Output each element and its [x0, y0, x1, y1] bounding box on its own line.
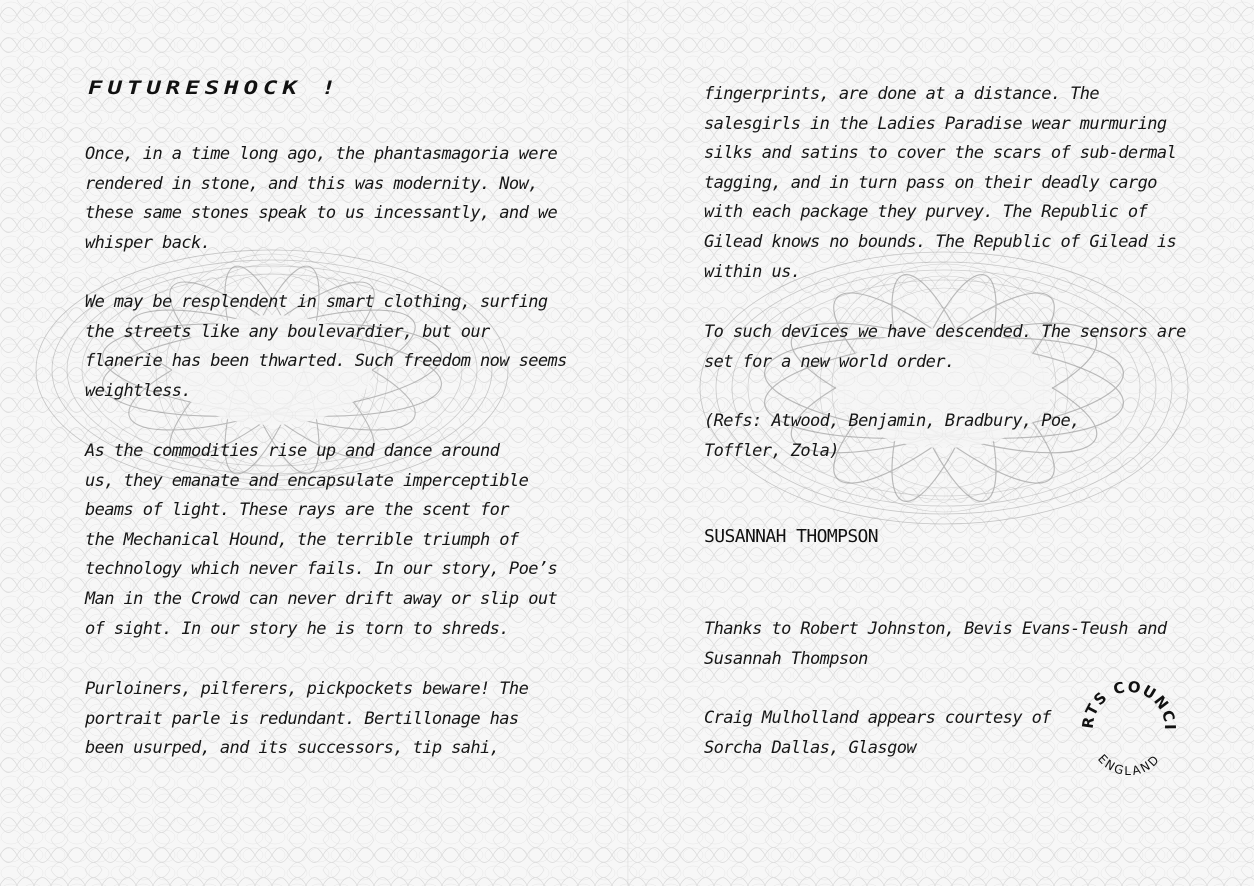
author-name: SUSANNAH THOMPSON	[704, 526, 879, 547]
text-line: the Mechanical Hound, the terrible triumph of	[85, 529, 519, 550]
text-line: Thanks to Robert Johnston, Bevis Evans-Teush and	[704, 619, 1167, 639]
page-title: FUTURESHOCK !	[88, 77, 341, 99]
text-line: beams of light. These rays are the scent for	[85, 500, 509, 521]
text-line: Toffler, Zola)	[704, 440, 839, 461]
text-line: Gilead knows no bounds. The Republic of Gilead is	[704, 231, 1177, 252]
text-line: the streets like any boulevardier, but our	[85, 321, 490, 342]
text-line: weightless.	[85, 380, 191, 401]
logo-bottom-text: ENGLAND	[1095, 751, 1163, 776]
text-line: been usurped, and its successors, tip sahi,	[85, 738, 500, 759]
text-line: silks and satins to cover the scars of sub-dermal	[704, 143, 1177, 164]
text-line: Purloiners, pilferers, pickpockets beware! The	[85, 679, 529, 699]
paragraph-4	[85, 675, 528, 764]
paragraph-2	[85, 288, 567, 406]
text-line: rendered in stone, and this was modernity. Now,	[85, 173, 538, 194]
text-line: tagging, and in turn pass on their deadly cargo	[704, 172, 1157, 193]
right-page	[628, 0, 1254, 886]
text-line: technology which never fails. In our story, Poe’s	[85, 559, 558, 580]
text-line: set for a new world order.	[704, 351, 955, 372]
text-line: whisper back.	[85, 232, 211, 253]
text-line: We may be resplendent in smart clothing, surfing	[85, 292, 548, 312]
text-line: salesgirls in the Ladies Paradise wear murmuring	[704, 113, 1167, 134]
text-line: Susannah Thompson	[704, 648, 868, 669]
text-line: As the commodities rise up and dance around	[85, 441, 500, 461]
paragraph-1	[85, 140, 557, 258]
text-line: us, they emanate and encapsulate imperceptible	[85, 470, 529, 491]
text-line: fingerprints, are done at a distance. The	[704, 84, 1100, 104]
references	[704, 407, 1080, 466]
text-line: with each package they purvey. The Republic of	[704, 202, 1148, 223]
text-line: Sorcha Dallas, Glasgow	[704, 737, 916, 758]
logo-top-text: RTS COUN	[1078, 677, 1174, 730]
text-line: (Refs: Atwood, Benjamin, Bradbury, Poe,	[704, 411, 1080, 431]
paragraph-3	[85, 437, 557, 644]
text-line: Man in the Crowd can never drift away or slip out	[85, 588, 558, 609]
text-line: Craig Mulholland appears courtesy of	[704, 708, 1051, 728]
text-line: of sight. In our story he is torn to shreds.	[85, 618, 509, 639]
text-line: within us.	[704, 261, 801, 282]
arts-council-logo	[1076, 666, 1176, 776]
paragraph-6	[704, 318, 1186, 377]
paragraph-5	[704, 80, 1176, 287]
text-line: portrait parle is redundant. Bertillonage has	[85, 708, 519, 729]
courtesy-note	[704, 704, 1051, 763]
text-line: Once, in a time long ago, the phantasmagoria were	[85, 144, 558, 164]
text-line: To such devices we have descended. The sensors are	[704, 322, 1186, 342]
text-line: flanerie has been thwarted. Such freedom now seems	[85, 351, 567, 372]
text-line: these same stones speak to us incessantly, and we	[85, 203, 558, 224]
